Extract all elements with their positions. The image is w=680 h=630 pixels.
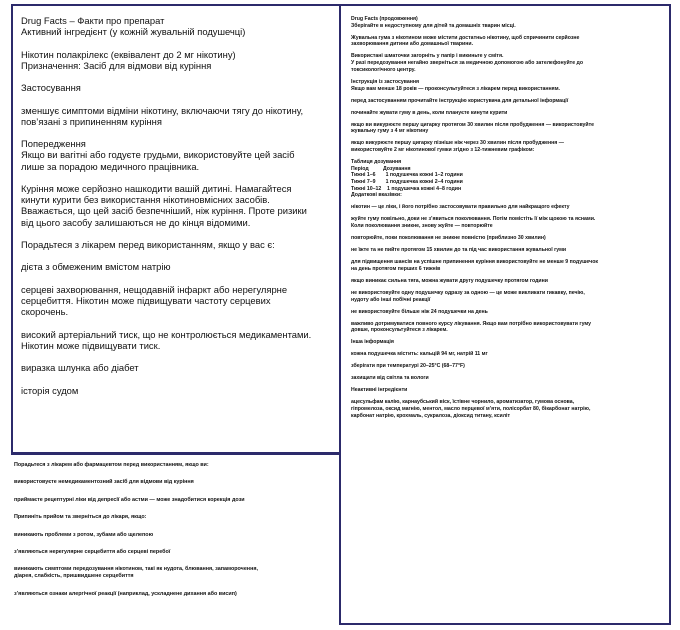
text-line: високий артеріальний тиск, що не контролюється медикаментами. <box>21 328 312 340</box>
text-line: виразка шлунка або діабет <box>21 362 139 374</box>
text-line: серцебиття. Нікотин може підвищувати частоту серцевих <box>21 294 271 306</box>
info-paragraph: зберігати при температурі 20–25°C (68–77°F) <box>351 363 465 370</box>
warning-paragraph: виникають симптоми передозування нікотином, такі як нудота, блювання, запаморочення, діарея, слабкість, пришвидшене серцебиття <box>14 566 258 580</box>
spacer <box>21 250 331 261</box>
info-paragraph: жуйте гуму повільно, доки не з’явиться поколювання. Потім помістіть її між щокою та яснами. Коли поколювання зникне, знову жуйте — повторюйте <box>351 216 596 230</box>
info-paragraph: кожна подушечка містить: кальцій 94 мг, натрій 11 мг <box>351 351 488 358</box>
info-paragraph: захищати від світла та вологи <box>351 375 429 382</box>
text-line: серцеві захворювання, нещодавній інфаркт або нерегулярне <box>21 283 288 295</box>
warning-paragraph: з’являються нерегулярне серцебиття або серцеві перебої <box>14 548 171 555</box>
spacer <box>21 71 331 82</box>
panel-title: Drug Facts – Факти про препарат <box>21 15 165 26</box>
text-line: дієта з обмеженим вмістом натрію <box>21 261 171 273</box>
warning-paragraph: виникають проблеми з ротом, зубами або щелепою <box>14 531 154 538</box>
info-paragraph: перед застосуванням прочитайте інструкцію користувача для детальної інформації <box>351 97 569 104</box>
drug-facts-continued-panel <box>339 4 671 625</box>
warning-paragraph: Порадьтеся з лікарем або фармацевтом перед використанням, якщо ви: <box>14 462 209 468</box>
text-line: історія судом <box>21 384 79 396</box>
text-line: Призначення: Засіб для відмови від куріння <box>21 59 212 71</box>
info-paragraph: Неактивні інгредієнти <box>351 387 408 394</box>
info-paragraph: нікотин — це ліки, і його потрібно застосовувати правильно для найкращого ефекту <box>351 204 570 211</box>
spacer <box>21 228 331 239</box>
text-line: пов’язані з припиненням куріння <box>21 115 162 127</box>
text-line: Порадьтеся з лікарем перед використанням, якщо у вас є: <box>21 238 275 250</box>
text-line: Куріння може серйозно нашкодити вашій дитині. Намагайтеся <box>21 182 292 194</box>
text-line: Попередження <box>21 138 86 150</box>
info-paragraph: Використані шматочки загорніть у папір і викиньте у смітя. У разі передозування негайно зверніться за медичною допомогою або зателефонуйте до токсикологічного центру. <box>351 53 583 73</box>
text-line: Застосування <box>21 82 81 94</box>
spacer <box>21 172 331 183</box>
warning-paragraph: приймаєте рецептурні ліки від депресії або астми — може знадобитися корекція дози <box>14 496 245 503</box>
info-paragraph: Інша інформація <box>351 339 394 346</box>
text-line: Нікотин полакрілекс (еквівалент до 2 мг нікотину) <box>21 48 236 60</box>
info-paragraph: не використовуйте одну подушечку одразу за одною — це може викликати гикавку, печію, нудоту або інші побічні реакції <box>351 289 585 303</box>
spacer <box>21 37 331 48</box>
warnings-continuation-section <box>14 462 336 622</box>
continuation-heading: Drug Facts (продовження) Зберігайте в недоступному для дітей та домашніх тварин місці. <box>351 16 516 29</box>
info-paragraph: ацесульфам калію, карнаубський віск, їстівне чорнило, ароматизатор, гумова основа, гіпромелоза, оксид магнію, ментол, масло перцевої м’яти, полісорбат 80, бікарбонат натрію, карбонат натрію, крохмаль, сукралоза, діоксид титану, ксиліт <box>351 399 591 419</box>
warning-paragraph: використовуєте немедикаментозний засіб для відмови від куріння <box>14 479 194 486</box>
text-line: Якщо ви вагітні або годуєте грудьми, використовуйте цей засіб <box>21 149 295 161</box>
info-paragraph: Жувальна гума з нікотином може містити достатньо нікотину, щоб спричинити серйозне захворювання дитини або домашньої тварини. <box>351 34 580 48</box>
spacer <box>21 273 331 284</box>
spacer <box>21 317 331 328</box>
text-line: Активний інгредієнт (у кожній жувальній подушечці) <box>21 26 246 38</box>
text-line: скорочень. <box>21 306 69 318</box>
info-paragraph: не використовуйте більше ніж 24 подушечки на день <box>351 308 488 315</box>
text-line: кинути курити без використання нікотиновмісних засобів. <box>21 194 270 206</box>
info-paragraph: для підвищення шансів на успішне припинення куріння використовуйте не менше 9 подушечок на день протягом перших 6 тижнів <box>351 259 598 272</box>
spacer <box>21 127 331 138</box>
spacer <box>21 93 331 104</box>
warning-paragraph: з’являються ознаки алергічної реакції (наприклад, ускладнене дихання або висип) <box>14 590 237 597</box>
text-line: зменшує симптоми відміни нікотину, включаючи тягу до нікотину, <box>21 104 304 116</box>
info-paragraph: якщо викурюєте першу цигарку пізніше ніж через 30 хвилин після пробудження — використовуйте 2 мг нікотинової гумки згідно з 12-тижневим графіком: <box>351 140 564 153</box>
info-paragraph: важливо дотримуватися повного курсу лікування. Якщо вам потрібно використовувати гуму довше, проконсультуйтеся з лікарем. <box>351 320 592 334</box>
text-line: Нікотин може підвищувати тиск. <box>21 339 161 351</box>
text-line: від цього засобу залишаються не до кінця відомими. <box>21 216 251 228</box>
spacer <box>21 373 331 384</box>
info-paragraph: повторюйте, поки поколювання не зникне повністю (приблизно 30 хвилин) <box>351 235 546 242</box>
info-paragraph: не їжте та не пийте протягом 15 хвилин до та під час використання жувальної гуми <box>351 247 567 254</box>
info-paragraph: Інструкція із застосування Якщо вам менше 18 років — проконсультуйтеся з лікарем перед використанням. <box>351 78 560 92</box>
info-paragraph: починайте жувати гуму в день, коли плануєте кинути курити <box>351 109 508 116</box>
drug-facts-main-panel <box>11 4 341 455</box>
info-paragraph: якщо ви викурюєте першу цигарку протягом 30 хвилин після пробудження — використовуйте жувальну гуму з 4 мг нікотину <box>351 121 594 135</box>
text-line: лише за порадою медичного працівника. <box>21 160 200 172</box>
info-paragraph: Таблиця дозування Період Дозування Тижні 1–6 1 подушечка кожні 1–2 години Тижні 7–9 1 подушечка кожні 2–4 години Тижні 10–12 1 подушечка кожні 4–8 годин Додаткові вказівки: <box>351 158 463 199</box>
spacer <box>21 351 331 362</box>
text-line: Вважається, що цей засіб безпечніший, ніж куріння. Проте ризики <box>21 205 307 217</box>
info-paragraph: якщо виникає сильна тяга, можна жувати другу подушечку протягом години <box>351 277 548 284</box>
warning-paragraph: Припиніть прийом та зверніться до лікаря, якщо: <box>14 514 147 521</box>
